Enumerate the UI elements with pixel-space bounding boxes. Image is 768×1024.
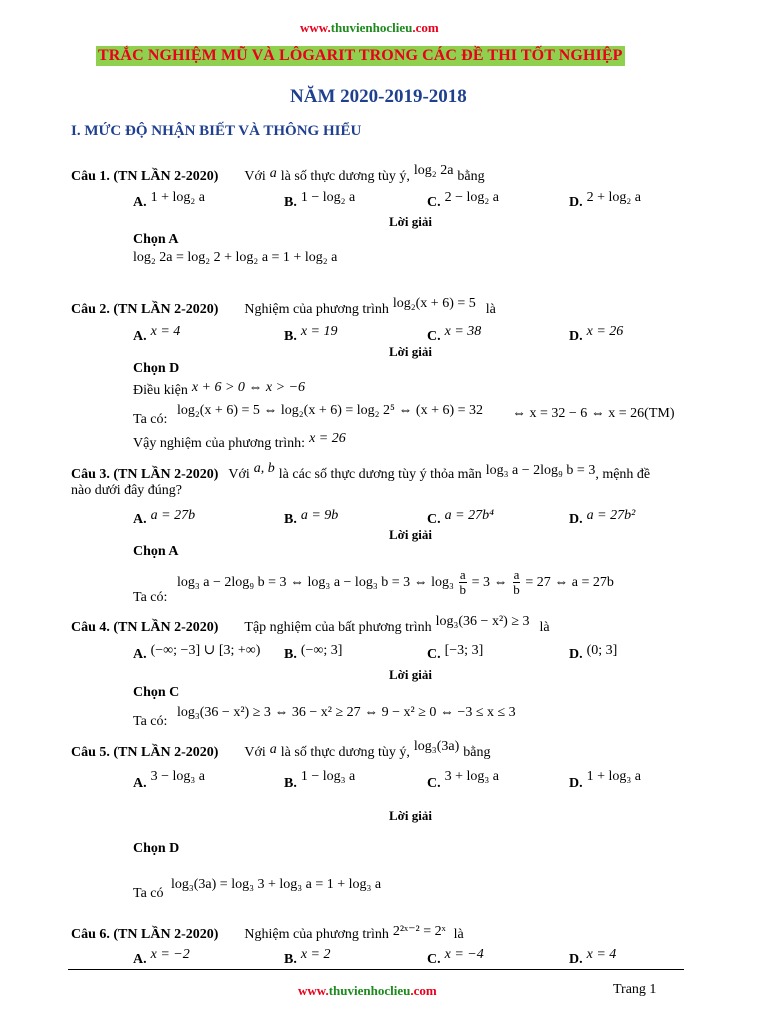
answer-option-a[interactable] — [133, 510, 195, 528]
answer-option-a[interactable] — [133, 324, 181, 345]
answer-option-d[interactable] — [569, 769, 642, 792]
option-letter: C. — [427, 195, 441, 210]
chosen-answer: Chọn A — [133, 232, 179, 247]
question-text: là — [539, 620, 550, 635]
question-label: Câu 1. (TN LẦN 2-2020) — [71, 169, 219, 184]
section-heading: I. MỨC ĐỘ NHẬN BIẾT VÀ THÔNG HIỂU — [71, 123, 362, 139]
solution-heading: Lời giải — [389, 344, 432, 359]
option-value: a = 27b — [150, 508, 196, 523]
solution-part: = 27 ⇔ a = 27b — [525, 575, 614, 591]
solution-heading: Lời giải — [389, 214, 432, 229]
question-text: là — [485, 302, 496, 317]
option-value: 1 + log₂ a — [150, 190, 206, 205]
answer-option-c[interactable] — [427, 947, 484, 968]
condition-expression: x + 6 > 0 ⇔ x > −6 — [191, 380, 306, 395]
answer-option-a[interactable] — [133, 190, 206, 211]
math-expression: log₂ 2a — [413, 163, 454, 178]
solution-line — [177, 568, 614, 597]
solution-line: log₃(3a) = log₃ 3 + log₃ a = 1 + log₃ a — [171, 877, 382, 892]
option-letter: C. — [427, 512, 441, 527]
solution-line: log₂(x + 6) = 5 ⇔ log₂(x + 6) = log₂ 2⁵ ⇔ (x + 6) = 32 — [177, 403, 484, 418]
question-label: Câu 2. (TN LẦN 2-2020) — [71, 302, 219, 317]
fraction-a-over-b — [513, 568, 521, 597]
question-text-cont: nào dưới đây đúng? — [71, 483, 183, 498]
option-letter: A. — [133, 776, 147, 791]
option-value: 2 − log₂ a — [444, 190, 500, 205]
option-value: x = −2 — [150, 947, 190, 962]
chosen-answer: Chọn C — [133, 685, 180, 700]
option-letter: B. — [284, 329, 297, 344]
option-value: x = 4 — [586, 947, 617, 962]
question-text: bằng — [463, 745, 491, 760]
answer-option-b[interactable] — [284, 769, 356, 792]
answer-option-c[interactable] — [427, 645, 483, 663]
answer-option-d[interactable] — [569, 947, 617, 968]
option-letter: B. — [284, 647, 297, 662]
question-text: Với — [244, 745, 266, 760]
math-var: a — [269, 742, 277, 757]
option-value: x = 4 — [150, 324, 181, 339]
taco-label: Ta có — [133, 886, 164, 901]
condition-line — [133, 381, 305, 399]
option-letter: B. — [284, 512, 297, 527]
option-value: [−3; 3] — [444, 643, 484, 658]
option-letter: C. — [427, 329, 441, 344]
answer-option-d[interactable] — [569, 190, 642, 211]
footer-site-link[interactable] — [298, 983, 437, 999]
fraction-numerator: a — [459, 567, 466, 582]
conclusion-label: Vậy nghiệm của phương trình: — [133, 436, 306, 451]
option-letter: D. — [569, 647, 583, 662]
question-6 — [71, 925, 464, 943]
option-letter: A. — [133, 512, 147, 527]
question-label: Câu 5. (TN LẦN 2-2020) — [71, 745, 219, 760]
site-name: thuvienhoclieu — [328, 983, 411, 998]
math-var: a, b — [253, 461, 275, 476]
question-1 — [71, 163, 485, 185]
document-title: TRẮC NGHIỆM MŨ VÀ LÔGARIT TRONG CÁC ĐỀ THI TỐT NGHIỆP — [98, 47, 623, 64]
site-suffix: .com — [410, 983, 437, 998]
option-letter: C. — [427, 952, 441, 967]
solution-line: log₃(36 − x²) ≥ 3 ⇔ 36 − x² ≥ 27 ⇔ 9 − x² ≥ 0 ⇔ −3 ≤ x ≤ 3 — [177, 705, 516, 720]
solution-line: ⇔ x = 32 − 6 ⇔ x = 26(TM) — [512, 406, 675, 421]
answer-option-c[interactable] — [427, 324, 482, 345]
option-value: x = 19 — [300, 324, 338, 339]
solution-heading: Lời giải — [389, 527, 432, 542]
option-value: (−∞; −3] ∪ [3; +∞) — [150, 643, 261, 658]
option-letter: D. — [569, 952, 583, 967]
header-site-link[interactable] — [300, 20, 439, 36]
solution-heading: Lời giải — [389, 667, 432, 682]
fraction-denominator: b — [459, 582, 467, 597]
answer-option-b[interactable] — [284, 947, 331, 968]
question-3 — [71, 461, 651, 483]
option-letter: A. — [133, 647, 147, 662]
solution-line: log₂ 2a = log₂ 2 + log₂ a = 1 + log₂ a — [133, 250, 338, 265]
chosen-answer: Chọn D — [133, 361, 180, 376]
math-expression: log₃ a − 2log₉ b = 3 — [485, 463, 596, 478]
answer-option-c[interactable] — [427, 769, 500, 792]
question-text: Nghiệm của phương trình — [244, 927, 389, 942]
question-text: là số thực dương tùy ý, — [280, 745, 410, 760]
answer-option-c[interactable] — [427, 190, 500, 211]
answer-option-b[interactable] — [284, 510, 338, 528]
question-text: Với — [244, 169, 266, 184]
fraction-a-over-b — [459, 568, 467, 597]
solution-part: log₃ a − 2log₉ b = 3 ⇔ log₃ a − log₃ b = 3 ⇔ log₃ — [177, 575, 454, 591]
option-letter: D. — [569, 512, 583, 527]
option-value: 1 − log₃ a — [300, 769, 356, 784]
taco-label: Ta có: — [133, 412, 168, 427]
question-label: Câu 4. (TN LẦN 2-2020) — [71, 620, 219, 635]
site-name: thuvienhoclieu — [330, 20, 413, 35]
taco-label: Ta có: — [133, 714, 168, 729]
conclusion-line — [133, 431, 346, 452]
option-letter: B. — [284, 776, 297, 791]
option-letter: B. — [284, 195, 297, 210]
page-number: Trang 1 — [613, 982, 657, 997]
answer-option-a[interactable] — [133, 645, 260, 663]
question-text: Nghiệm của phương trình — [244, 302, 389, 317]
answer-option-d[interactable] — [569, 510, 635, 528]
site-suffix: .com — [412, 20, 439, 35]
solution-part: = 3 ⇔ — [471, 575, 508, 591]
answer-option-d[interactable] — [569, 324, 624, 345]
option-value: x = 38 — [444, 324, 482, 339]
option-letter: A. — [133, 329, 147, 344]
condition-label: Điều kiện — [133, 383, 188, 398]
math-expression: log₂(x + 6) = 5 — [392, 296, 476, 311]
question-label: Câu 3. (TN LẦN 2-2020) — [71, 467, 219, 482]
math-expression: log₃(3a) — [413, 739, 460, 754]
option-value: a = 9b — [300, 508, 339, 523]
answer-option-c[interactable] — [427, 510, 494, 528]
solution-heading: Lời giải — [389, 808, 432, 823]
answer-option-b[interactable] — [284, 324, 338, 345]
option-value: a = 27b² — [586, 508, 636, 523]
taco-label: Ta có: — [133, 590, 168, 605]
option-value: (0; 3] — [586, 643, 618, 658]
question-label: Câu 6. (TN LẦN 2-2020) — [71, 927, 219, 942]
answer-option-b[interactable] — [284, 645, 342, 663]
option-letter: A. — [133, 952, 147, 967]
question-text: bằng — [457, 169, 485, 184]
chosen-answer: Chọn A — [133, 544, 179, 559]
answer-option-a[interactable] — [133, 947, 190, 968]
footer-divider — [68, 969, 684, 970]
answer-option-a[interactable] — [133, 769, 206, 792]
option-value: 3 + log₃ a — [444, 769, 500, 784]
conclusion-expression: x = 26 — [309, 431, 346, 446]
math-expression: log₃(36 − x²) ≥ 3 — [435, 614, 530, 629]
math-expression: 2²ˣ⁻² = 2ˣ — [392, 924, 446, 939]
fraction-denominator: b — [513, 582, 520, 597]
option-letter: C. — [427, 647, 441, 662]
document-year: NĂM 2020-2019-2018 — [290, 86, 467, 107]
question-text: là số thực dương tùy ý, — [280, 169, 410, 184]
option-letter: B. — [284, 952, 297, 967]
question-text: là — [453, 927, 464, 942]
option-letter: D. — [569, 776, 583, 791]
option-letter: C. — [427, 776, 441, 791]
question-text: , mệnh đề — [595, 467, 651, 482]
question-4 — [71, 614, 550, 636]
question-text: Tập nghiệm của bất phương trình — [244, 620, 432, 635]
question-text: Với — [228, 467, 250, 482]
question-5 — [71, 739, 491, 761]
option-value: 1 − log₂ a — [300, 190, 356, 205]
site-prefix: www. — [298, 983, 329, 998]
chosen-answer: Chọn D — [133, 841, 180, 856]
option-value: (−∞; 3] — [300, 643, 343, 658]
option-value: x = 26 — [586, 324, 624, 339]
option-letter: A. — [133, 195, 147, 210]
option-value: 2 + log₂ a — [586, 190, 642, 205]
option-value: a = 27b⁴ — [444, 508, 494, 523]
option-letter: D. — [569, 329, 583, 344]
math-var: a — [269, 166, 277, 181]
question-2 — [71, 296, 496, 318]
option-letter: D. — [569, 195, 583, 210]
site-prefix: www. — [300, 20, 331, 35]
option-value: 1 + log₃ a — [586, 769, 642, 784]
option-value: 3 − log₃ a — [150, 769, 206, 784]
fraction-numerator: a — [513, 567, 520, 582]
answer-option-b[interactable] — [284, 190, 356, 211]
option-value: x = −4 — [444, 947, 484, 962]
question-text: là các số thực dương tùy ý thỏa mãn — [278, 467, 482, 482]
option-value: x = 2 — [300, 947, 331, 962]
answer-option-d[interactable] — [569, 645, 617, 663]
